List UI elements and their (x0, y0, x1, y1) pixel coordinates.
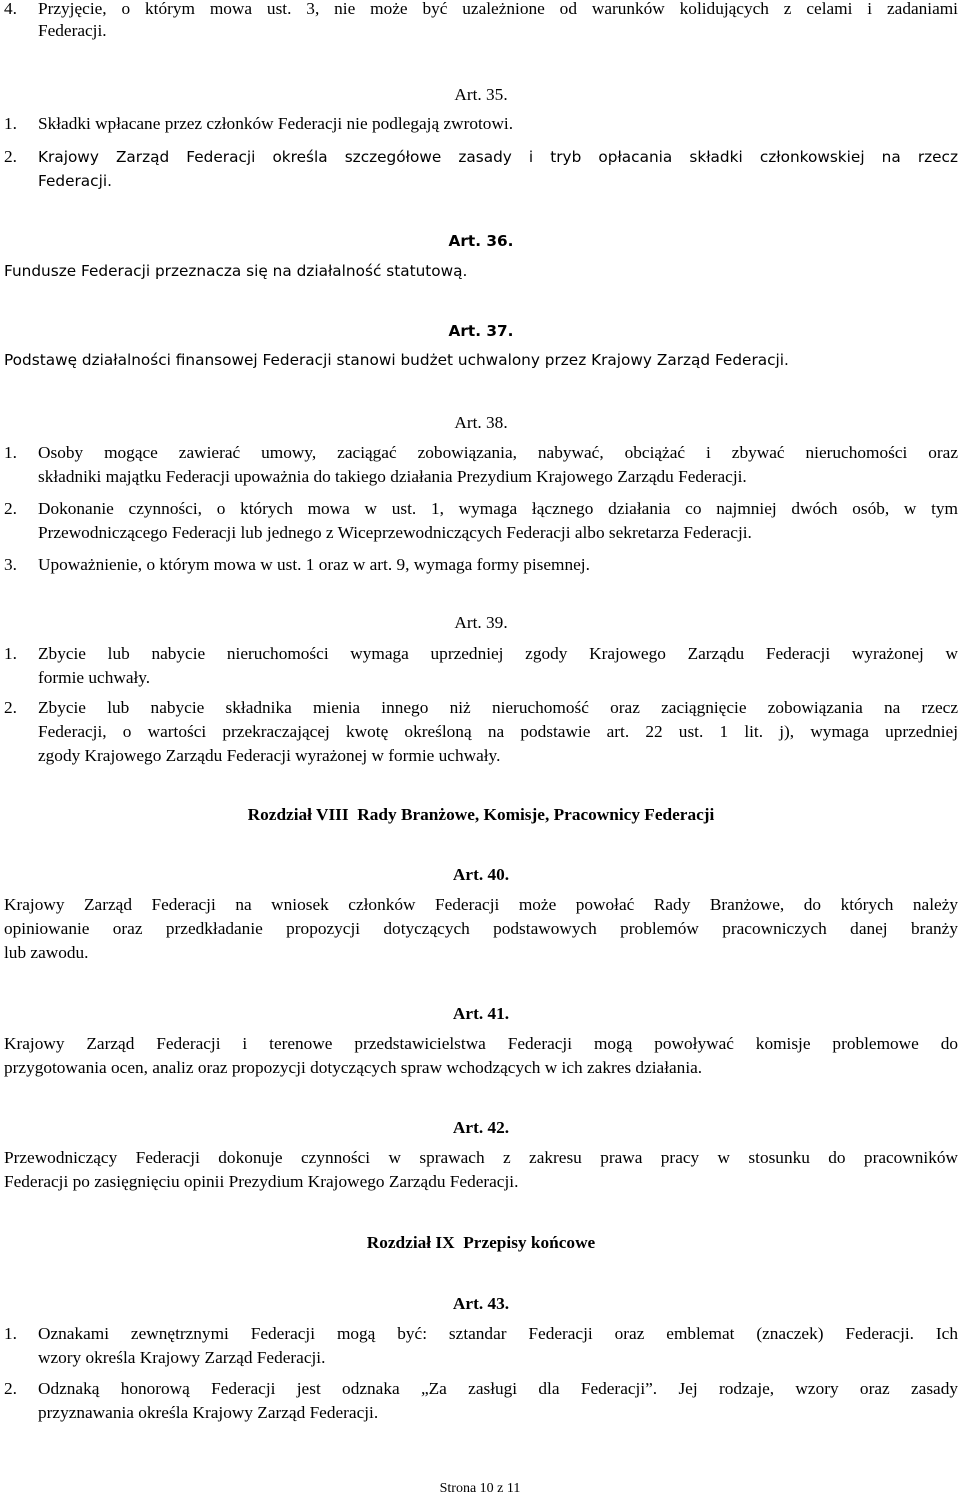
article-heading: Art. 42. (452, 1118, 510, 1137)
paragraph-line: Składki wpłacane przez członków Federacji nie podlegają zwrotowi. (38, 114, 514, 133)
chapter-heading: Rozdział IX Przepisy końcowe (366, 1233, 596, 1252)
paragraph-line: Federacji. (38, 172, 112, 190)
item-number: 1. (4, 114, 17, 133)
paragraph-line: lub zawodu. (4, 943, 89, 962)
paragraph-line: opiniowanie oraz przedkładanie propozycji dotyczących podstawowych problemów pracowniczych danej branży (4, 919, 958, 938)
paragraph-line: Zbycie lub nabycie nieruchomości wymaga uprzedniej zgody Krajowego Zarządu Federacji wyrażonej w (38, 644, 958, 663)
article-heading: Art. 39. (454, 613, 508, 632)
page-number-footer: Strona 10 z 11 (439, 1481, 521, 1496)
item-number: 2. (4, 499, 17, 518)
paragraph-line: Federacji, o wartości przekraczającej kwotę określoną na podstawie art. 22 ust. 1 lit. j), wymaga uprzedniej (38, 722, 958, 741)
paragraph-line: Osoby mogące zawierać umowy, zaciągać zobowiązania, nabywać, obciążać i zbywać nieruchomości oraz (38, 443, 958, 462)
paragraph-line: Zbycie lub nabycie składnika mienia innego niż nieruchomość oraz zaciągnięcie zobowiązania na rzecz (38, 698, 958, 717)
article-heading: Art. 40. (452, 865, 510, 884)
paragraph-line: przygotowania ocen, analiz oraz propozycji dotyczących spraw wchodzących w ich zakres działania. (4, 1058, 703, 1077)
article-heading: Art. 36. (448, 232, 514, 250)
item-number: 4. (4, 0, 17, 18)
item-number: 2. (4, 147, 17, 166)
item-number: 1. (4, 644, 17, 663)
paragraph-line: Federacji. (38, 21, 107, 40)
paragraph-line: Przewodniczącego Federacji lub jednego z Wiceprzewodniczących Federacji albo sekretarza Federacji. (38, 523, 752, 542)
paragraph-line: Przyjęcie, o którym mowa ust. 3, nie może być uzależnione od warunków kolidujących z celami i zadaniami (38, 0, 958, 18)
paragraph-line: przyznawania określa Krajowy Zarząd Federacji. (38, 1403, 379, 1422)
paragraph-line: formie uchwały. (38, 668, 151, 687)
paragraph-line: Oznakami zewnętrznymi Federacji mogą być: sztandar Federacji oraz emblemat (znaczek) Federacji. Ich (38, 1324, 958, 1343)
paragraph-line: Dokonanie czynności, o których mowa w ust. 1, wymaga łącznego działania co najmniej dwóch osób, w tym (38, 499, 958, 518)
paragraph-line: Przewodniczący Federacji dokonuje czynności w sprawach z zakresu prawa pracy w stosunku do pracowników (4, 1148, 958, 1167)
paragraph-line: Odznaką honorową Federacji jest odznaka „Za zasługi dla Federacji”. Jej rodzaje, wzory oraz zasady (38, 1379, 958, 1398)
paragraph-line: Fundusze Federacji przeznacza się na działalność statutową. (4, 262, 468, 280)
item-number: 1. (4, 443, 17, 462)
paragraph-line: składniki majątku Federacji upoważnia do takiego działania Prezydium Krajowego Zarządu Federacji. (38, 467, 747, 486)
paragraph-line: Federacji po zasięgnięciu opinii Prezydium Krajowego Zarządu Federacji. (4, 1172, 519, 1191)
paragraph-line: Krajowy Zarząd Federacji na wniosek członków Federacji może powołać Rady Branżowe, do których należy (4, 895, 958, 914)
article-heading: Art. 38. (454, 413, 508, 432)
paragraph-line: Upoważnienie, o którym mowa w ust. 1 oraz w art. 9, wymaga formy pisemnej. (38, 555, 590, 574)
paragraph-line: Podstawę działalności finansowej Federacji stanowi budżet uchwalony przez Krajowy Zarząd Federacji. (4, 351, 789, 369)
article-heading: Art. 43. (452, 1294, 510, 1313)
paragraph-line: zgody Krajowego Zarządu Federacji wyrażonej w formie uchwały. (38, 746, 501, 765)
article-heading: Art. 35. (454, 85, 508, 104)
paragraph-line: Krajowy Zarząd Federacji i terenowe przedstawicielstwa Federacji mogą powoływać komisje problemowe do (4, 1034, 958, 1053)
chapter-heading: Rozdział VIII Rady Branżowe, Komisje, Pracownicy Federacji (247, 805, 715, 824)
article-heading: Art. 41. (452, 1004, 510, 1023)
article-heading: Art. 37. (448, 322, 514, 340)
paragraph-line: Krajowy Zarząd Federacji określa szczegółowe zasady i tryb opłacania składki członkowskiej na rzecz (38, 148, 958, 166)
item-number: 2. (4, 698, 17, 717)
item-number: 3. (4, 555, 17, 574)
paragraph-line: wzory określa Krajowy Zarząd Federacji. (38, 1348, 326, 1367)
item-number: 1. (4, 1324, 17, 1343)
item-number: 2. (4, 1379, 17, 1398)
